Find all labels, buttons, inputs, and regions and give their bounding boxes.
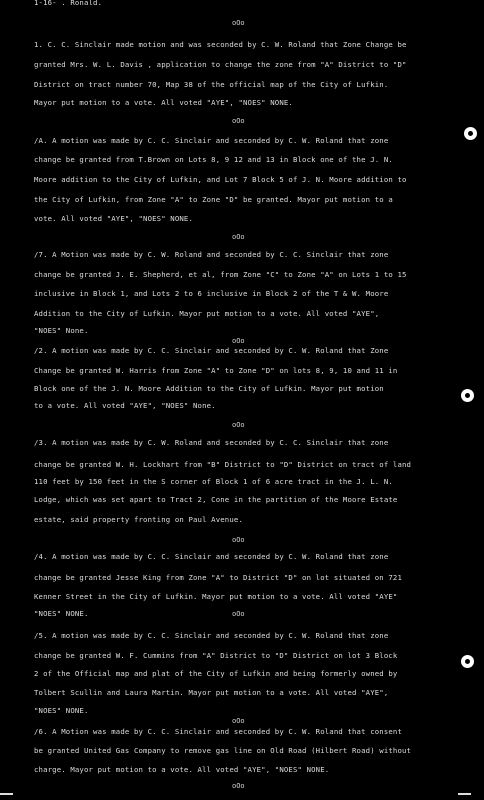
binder-hole: [461, 655, 474, 668]
separator: oOo: [232, 233, 245, 241]
separator: oOo: [232, 610, 245, 618]
separator: oOo: [232, 782, 245, 790]
text-line: granted Mrs. W. L. Davis , application to change the zone from "A" District to "D": [34, 60, 407, 69]
text-line: vote. All voted "AYE", "NOES" NONE.: [34, 214, 194, 223]
scan-edge-mark: [0, 793, 13, 795]
text-line: Lodge, which was set apart to Tract 2, Cone in the partition of the Moore Estate: [34, 495, 398, 504]
text-line: be granted United Gas Company to remove gas line on Old Road (Hilbert Road) without: [34, 746, 412, 755]
text-line: /6. A Motion was made by C. C. Sinclair and seconded by C. W. Roland that consent: [34, 727, 402, 736]
separator: oOo: [232, 421, 245, 429]
text-line: Tolbert Scullin and Laura Martin. Mayor put motion to a vote. All voted "AYE",: [34, 688, 389, 697]
text-line: Addition to the City of Lufkin. Mayor put motion to a vote. All voted "AYE",: [34, 309, 380, 318]
binder-hole: [464, 127, 477, 140]
text-line: Moore addition to the City of Lufkin, and Lot 7 Block 5 of J. N. Moore addition to: [34, 175, 407, 184]
text-line: "NOES" None.: [34, 326, 89, 335]
text-line: charge. Mayor put motion to a vote. All voted "AYE", "NOES" NONE.: [34, 765, 330, 774]
text-line: change be granted W. F. Cummins from "A" District to "D" District on lot 3 Block: [34, 651, 398, 660]
text-line: /3. A motion was made by C. W. Roland and seconded by C. C. Sinclair that zone: [34, 438, 389, 447]
separator: oOo: [232, 536, 245, 544]
separator: oOo: [232, 117, 245, 125]
separator: oOo: [232, 717, 245, 725]
text-line: 2 of the Official map and plat of the City of Lufkin and being formerly owned by: [34, 669, 398, 678]
text-line: change be granted W. H. Lockhart from "B" District to "D" District on tract of land: [34, 460, 412, 469]
text-line: /2. A motion was made by C. C. Sinclair and seconded by C. W. Roland that Zone: [34, 346, 389, 355]
scan-edge-mark: [458, 793, 471, 795]
text-line: /5. A motion was made by C. C. Sinclair and seconded by C. W. Roland that zone: [34, 631, 389, 640]
text-line: Mayor put motion to a vote. All voted "AYE", "NOES" NONE.: [34, 98, 293, 107]
separator: oOo: [232, 19, 245, 27]
text-line: Change be granted W. Harris from Zone "A" to Zone "D" on lots 8, 9, 10 and 11 in: [34, 366, 398, 375]
text-line: 110 feet by 150 feet in the S corner of Block 1 of 6 acre tract in the J. L. N.: [34, 477, 393, 486]
text-line: change be granted J. E. Shepherd, et al, from Zone "C" to Zone "A" on Lots 1 to 15: [34, 270, 407, 279]
text-line: Kenner Street in the City of Lufkin. Mayor put motion to a vote. All voted "AYE": [34, 592, 398, 601]
text-line: Block one of the J. N. Moore Addition to the City of Lufkin. Mayor put motion: [34, 384, 384, 393]
page-header: 1-16- . Ronald.: [34, 0, 103, 7]
text-line: the City of Lufkin, from Zone "A" to Zone "D" be granted. Mayor put motion to a: [34, 195, 393, 204]
text-line: "NOES" NONE.: [34, 706, 89, 715]
text-line: District on tract number 70, Map 38 of the official map of the City of Lufkin.: [34, 80, 389, 89]
text-line: /7. A Motion was made by C. W. Roland and seconded by C. C. Sinclair that zone: [34, 250, 389, 259]
text-line: "NOES" NONE.: [34, 609, 89, 618]
text-line: change be granted from T.Brown on Lots 8, 9 12 and 13 in Block one of the J. N.: [34, 155, 393, 164]
text-line: inclusive in Block 1, and Lots 2 to 6 inclusive in Block 2 of the T & W. Moore: [34, 289, 389, 298]
text-line: estate, said property fronting on Paul Avenue.: [34, 515, 243, 524]
text-line: /A. A motion was made by C. C. Sinclair and seconded by C. W. Roland that zone: [34, 136, 389, 145]
text-line: to a vote. All voted "AYE", "NOES" None.: [34, 401, 216, 410]
separator: oOo: [232, 337, 245, 345]
text-line: 1. C. C. Sinclair made motion and was seconded by C. W. Roland that Zone Change be: [34, 40, 407, 49]
binder-hole: [461, 389, 474, 402]
text-line: /4. A motion was made by C. C. Sinclair and seconded by C. W. Roland that zone: [34, 552, 389, 561]
text-line: change be granted Jesse King from Zone "A" to District "D" on lot situated on 721: [34, 573, 402, 582]
